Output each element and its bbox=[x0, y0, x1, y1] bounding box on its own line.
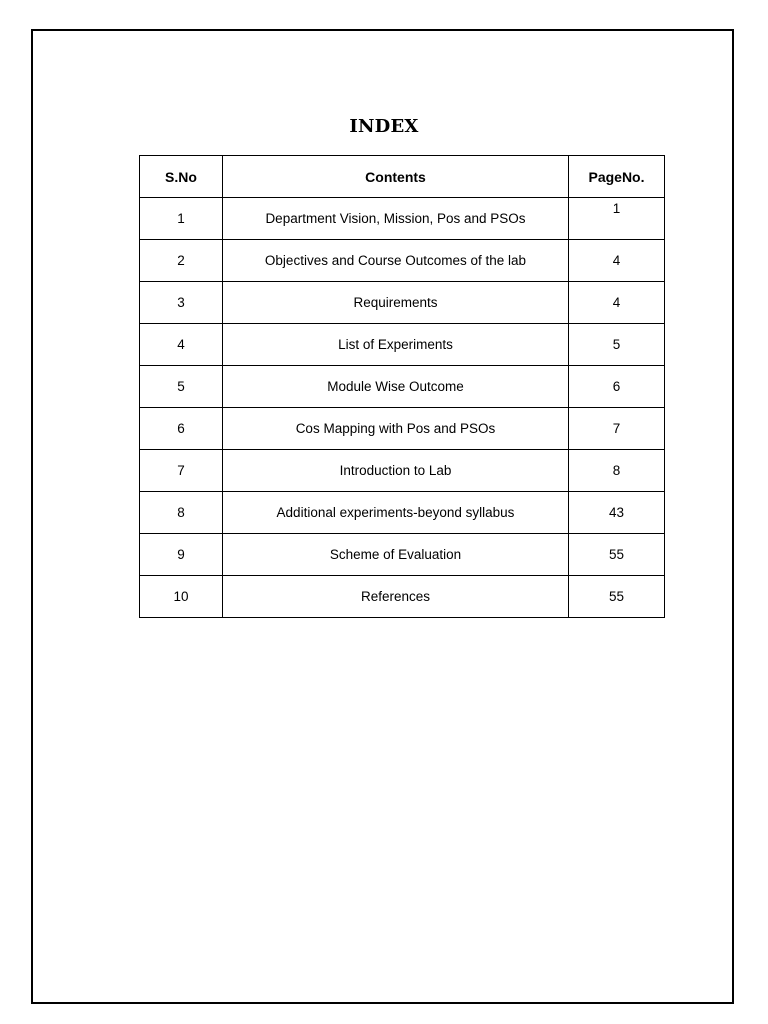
row-content: Objectives and Course Outcomes of the lab bbox=[223, 240, 569, 282]
row-sno: 3 bbox=[140, 282, 223, 324]
row-sno: 9 bbox=[140, 534, 223, 576]
row-sno: 6 bbox=[140, 408, 223, 450]
row-content: References bbox=[223, 576, 569, 618]
row-content: Introduction to Lab bbox=[223, 450, 569, 492]
table-row bbox=[140, 240, 665, 282]
row-page: 7 bbox=[569, 408, 665, 450]
row-page: 5 bbox=[569, 324, 665, 366]
row-content: Additional experiments-beyond syllabus bbox=[223, 492, 569, 534]
table-row bbox=[140, 282, 665, 324]
row-page: 55 bbox=[569, 534, 665, 576]
table-row bbox=[140, 492, 665, 534]
row-page: 43 bbox=[569, 492, 665, 534]
row-sno: 1 bbox=[140, 198, 223, 240]
row-page: 8 bbox=[569, 450, 665, 492]
row-sno: 8 bbox=[140, 492, 223, 534]
row-page: 4 bbox=[569, 240, 665, 282]
row-content: Scheme of Evaluation bbox=[223, 534, 569, 576]
table-row bbox=[140, 324, 665, 366]
table-row bbox=[140, 198, 665, 240]
row-content: Module Wise Outcome bbox=[223, 366, 569, 408]
row-content: Requirements bbox=[223, 282, 569, 324]
table-row bbox=[140, 366, 665, 408]
table-header-row bbox=[140, 156, 665, 198]
row-content: Cos Mapping with Pos and PSOs bbox=[223, 408, 569, 450]
row-page: 55 bbox=[569, 576, 665, 618]
row-sno: 10 bbox=[140, 576, 223, 618]
table-row bbox=[140, 408, 665, 450]
table-row bbox=[140, 576, 665, 618]
header-contents: Contents bbox=[223, 156, 569, 198]
index-table bbox=[139, 155, 665, 618]
row-page: 6 bbox=[569, 366, 665, 408]
page-title: INDEX bbox=[349, 116, 419, 137]
row-sno: 2 bbox=[140, 240, 223, 282]
header-pageno: PageNo. bbox=[569, 156, 665, 198]
table-row bbox=[140, 534, 665, 576]
row-sno: 4 bbox=[140, 324, 223, 366]
row-content: List of Experiments bbox=[223, 324, 569, 366]
row-sno: 7 bbox=[140, 450, 223, 492]
table-row bbox=[140, 450, 665, 492]
row-page: 4 bbox=[569, 282, 665, 324]
row-sno: 5 bbox=[140, 366, 223, 408]
row-content: Department Vision, Mission, Pos and PSOs bbox=[223, 198, 569, 240]
row-page: 1 bbox=[569, 198, 665, 240]
header-sno: S.No bbox=[140, 156, 223, 198]
